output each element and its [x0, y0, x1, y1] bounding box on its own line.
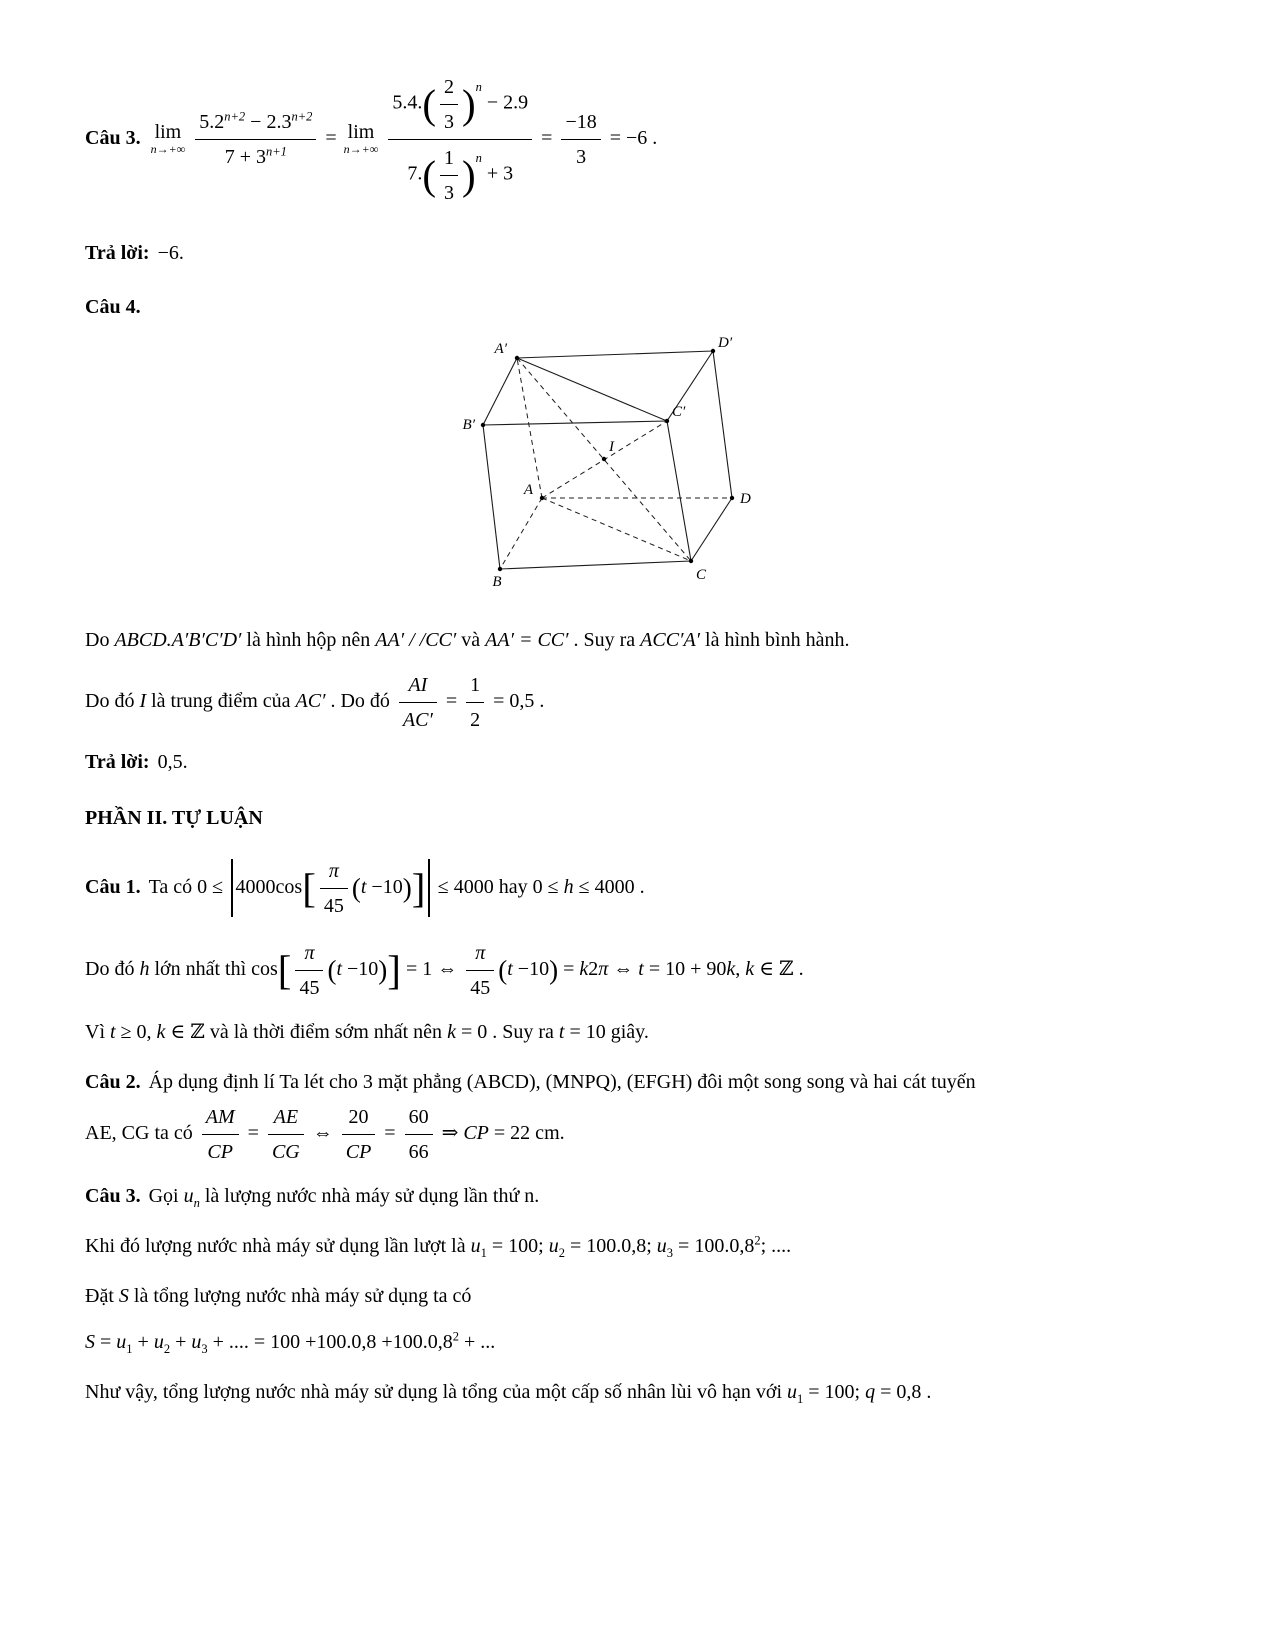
- part2-heading-row: [85, 803, 1195, 833]
- math-text: π: [475, 942, 486, 964]
- math-text: I: [139, 689, 147, 712]
- vertex-label-C: C: [696, 567, 707, 583]
- fraction-numerator: [440, 71, 458, 105]
- big-delimiter: ): [549, 954, 559, 985]
- math-text: ≥ 0,: [115, 1021, 157, 1043]
- math-text: =: [440, 689, 463, 712]
- math-text: + .... = 100 +100.0,8 +100.0,8: [207, 1331, 453, 1353]
- part2-cau1-line1-row: [85, 855, 1195, 921]
- fraction-denominator: [561, 140, 600, 172]
- math-text: 45: [470, 977, 491, 999]
- cau1-formula-2: [85, 942, 804, 999]
- math-text: ∈ ℤ và là thời điểm sớm nhất nên: [165, 1021, 448, 1043]
- math-text: Như vậy, tổng lượng nước nhà máy sử dụng là tổng của một cấp số nhân lùi vô hạn với: [85, 1381, 788, 1403]
- figure-container: [435, 328, 1195, 599]
- edge-A-B: [500, 498, 542, 569]
- math-text: 5.2: [199, 111, 225, 133]
- cau4-step2-text: [85, 674, 545, 731]
- fraction: [399, 669, 437, 735]
- big-delimiter: (: [498, 954, 508, 985]
- edge-A-Ap: [517, 358, 542, 498]
- fraction-numerator: [561, 106, 600, 140]
- cau2-label: Câu 2.: [85, 1071, 141, 1093]
- math-text: − 2.3: [245, 111, 292, 133]
- vertex-label-D: D: [740, 491, 751, 507]
- subscript: 3: [666, 1246, 674, 1260]
- limit-operator: [151, 122, 186, 156]
- math-text: k: [726, 957, 736, 980]
- math-text: lớn nhất thì cos: [149, 957, 278, 980]
- math-text: CP: [463, 1121, 489, 1144]
- math-text: S: [118, 1285, 129, 1307]
- math-text: =: [95, 1331, 117, 1353]
- math-text: 66: [408, 1141, 429, 1163]
- math-text: u: [191, 1331, 202, 1353]
- dot-Cp: [665, 419, 669, 423]
- math-text: t: [638, 957, 644, 980]
- math-text: và: [456, 629, 486, 651]
- math-text: AE: [273, 1106, 299, 1128]
- math-text: ABCD.A′B′C′D′: [114, 629, 242, 651]
- fraction: [440, 142, 458, 208]
- vertex-label-I: I: [609, 439, 614, 455]
- fraction: [388, 70, 532, 208]
- math-text: 4000cos: [235, 875, 303, 898]
- math-text: là trung điểm của: [146, 689, 296, 712]
- big-delimiter: (: [422, 151, 436, 198]
- big-delimiter: ): [378, 954, 388, 985]
- math-text: t: [507, 957, 513, 980]
- edge-C-Cp: [667, 421, 691, 561]
- math-text: 7.: [407, 162, 423, 185]
- fraction-denominator: [405, 1135, 433, 1167]
- math-text: Đặt: [85, 1285, 119, 1307]
- abs-value-bar: [231, 859, 232, 917]
- cau4-label-row: [85, 292, 1195, 322]
- fraction: [466, 669, 484, 735]
- fraction-numerator: [342, 1101, 376, 1135]
- edge-B-C: [500, 561, 691, 569]
- dot-B: [498, 567, 502, 571]
- math-text: là lượng nước nhà máy sử dụng lần thứ n.: [199, 1185, 540, 1207]
- fraction: [268, 1101, 304, 1167]
- fraction-numerator: [399, 669, 437, 703]
- math-text: 2: [443, 76, 454, 98]
- cau1-formula-1: [148, 860, 645, 917]
- cau4-step1-row: [85, 625, 1195, 655]
- fraction: [342, 1101, 376, 1167]
- math-text: =: [536, 126, 558, 149]
- math-text: 5.4.: [392, 91, 423, 114]
- math-text: −10: [366, 875, 403, 898]
- math-text: ⇒: [436, 1121, 464, 1144]
- cau3b-sum-intro: [85, 1285, 471, 1307]
- fraction-denominator: [295, 971, 323, 1003]
- superscript: n: [475, 80, 482, 95]
- math-text: 3: [443, 182, 454, 204]
- math-text: . Suy ra: [568, 629, 641, 651]
- math-text: ACC′A′: [640, 629, 701, 651]
- math-text: 2: [588, 957, 599, 980]
- math-text: = −6 .: [604, 126, 658, 149]
- vertex-label-B-prime: B′: [462, 417, 475, 433]
- subscript: 1: [480, 1246, 487, 1260]
- math-text: = 100.0,8: [673, 1235, 755, 1257]
- vertex-label-A-prime: A′: [494, 341, 507, 357]
- superscript: n+2: [224, 109, 246, 124]
- math-text: CG: [271, 1141, 300, 1163]
- math-text: u: [548, 1235, 559, 1257]
- math-text: u: [183, 1185, 194, 1207]
- math-text: = 0,8 .: [875, 1381, 932, 1403]
- fraction-denominator: [440, 105, 458, 137]
- fraction-numerator: [320, 855, 348, 889]
- math-text: π: [598, 957, 609, 980]
- fraction-denominator: [268, 1135, 304, 1167]
- math-text: u: [116, 1331, 127, 1353]
- subscript: 1: [797, 1392, 804, 1406]
- math-text: 2: [470, 709, 481, 731]
- fraction-denominator: [342, 1135, 376, 1167]
- fraction: [561, 106, 600, 172]
- math-text: AI: [408, 674, 428, 696]
- dot-I: [602, 457, 606, 461]
- math-text: 7 + 3: [224, 146, 266, 168]
- math-text: Gọi: [148, 1185, 184, 1207]
- math-text: t: [336, 957, 343, 980]
- math-text: AA′ = CC′: [485, 629, 569, 651]
- math-text: k: [579, 957, 589, 980]
- math-text: t: [360, 875, 367, 898]
- answer-label: Trả lời:: [85, 751, 150, 773]
- math-text: −10: [342, 957, 379, 980]
- superscript: 2: [754, 1233, 761, 1248]
- part2-title: PHẦN II. TỰ LUẬN: [85, 807, 263, 829]
- math-text: AA′ / /CC′: [375, 629, 457, 651]
- fraction-numerator: [202, 1101, 239, 1135]
- math-text: u: [787, 1381, 798, 1403]
- edge-Ap-Dp: [517, 351, 713, 358]
- math-text: t: [558, 1021, 565, 1043]
- math-text: AM: [205, 1106, 235, 1128]
- math-text: h: [139, 957, 150, 980]
- math-text: +: [170, 1331, 192, 1353]
- fraction: [466, 937, 494, 1003]
- dot-D: [730, 496, 734, 500]
- subscript: 1: [126, 1342, 133, 1356]
- math-text: = 0 . Suy ra: [455, 1021, 559, 1043]
- math-text: h: [563, 875, 574, 898]
- cau1-conclusion: [85, 1021, 649, 1043]
- big-delimiter: [: [302, 864, 316, 911]
- fraction-denominator: [320, 889, 348, 921]
- math-text: ⇔: [307, 1121, 338, 1144]
- limit-word: lim: [347, 120, 375, 143]
- superscript: n+1: [265, 144, 287, 159]
- vertex-label-B: B: [492, 574, 502, 590]
- math-text: = 22 cm.: [488, 1121, 565, 1144]
- math-text: =: [379, 1121, 401, 1144]
- parallelepiped-figure: [435, 328, 795, 593]
- math-text: = 100;: [803, 1381, 866, 1403]
- superscript: n+2: [291, 109, 313, 124]
- answer-value: 0,5.: [157, 751, 188, 773]
- edge-B-Bp: [483, 425, 500, 569]
- math-text: là tổng lượng nước nhà máy sử dụng ta có: [128, 1285, 472, 1307]
- cau2-formula: [85, 1106, 565, 1163]
- math-text: ≤ 4000 .: [573, 875, 645, 898]
- fraction: [320, 855, 348, 921]
- math-text: Vì: [85, 1021, 110, 1043]
- math-text: +: [132, 1331, 154, 1353]
- math-text: AE, CG ta có: [85, 1121, 198, 1144]
- fraction: [202, 1101, 239, 1167]
- vertex-label-A: A: [523, 482, 533, 498]
- math-text: u: [153, 1331, 164, 1353]
- math-text: =: [320, 126, 342, 149]
- math-text: =: [558, 957, 580, 980]
- math-text: 1: [470, 674, 481, 696]
- math-text: S: [85, 1331, 95, 1353]
- cau4-answer-row: [85, 747, 1195, 777]
- edge-C-D: [691, 498, 732, 561]
- math-text: + 3: [481, 162, 514, 185]
- fraction: [195, 106, 316, 172]
- diagonal-Ap-Cp: [517, 358, 667, 421]
- math-text: t: [110, 1021, 116, 1043]
- part2-cau2-line2-row: [85, 1101, 1195, 1167]
- subscript: 2: [558, 1246, 565, 1260]
- part2-cau3-line5-row: [85, 1377, 1195, 1407]
- edge-Ap-Bp: [483, 358, 517, 425]
- cau3-solution-row: [85, 70, 1195, 208]
- fraction-denominator: [440, 176, 458, 208]
- math-text: ≤ 4000 hay 0 ≤: [432, 875, 564, 898]
- fraction-denominator: [195, 140, 316, 172]
- cau3-answer-row: [85, 238, 1195, 268]
- math-text: + ...: [458, 1331, 496, 1353]
- math-text: 45: [323, 895, 344, 917]
- superscript: n: [475, 151, 482, 166]
- cau3b-conclusion: [85, 1381, 932, 1406]
- big-delimiter: (: [351, 872, 361, 903]
- dot-A: [540, 496, 544, 500]
- math-text: 3: [443, 111, 454, 133]
- part2-cau3-line2-row: [85, 1231, 1195, 1261]
- subscript: 3: [201, 1342, 208, 1356]
- math-text: ∈ ℤ .: [754, 957, 804, 980]
- math-text: = 0,5 .: [488, 689, 545, 712]
- big-delimiter: ]: [411, 864, 426, 911]
- dot-C: [689, 559, 693, 563]
- math-text: −18: [565, 111, 597, 133]
- math-text: Do: [85, 629, 115, 651]
- math-text: Ta có 0 ≤: [148, 875, 229, 898]
- part2-cau3-line4-row: [85, 1327, 1195, 1357]
- math-text: ; ....: [760, 1235, 792, 1257]
- part2-cau1-line2-row: [85, 937, 1195, 1003]
- fraction: [405, 1101, 433, 1167]
- math-text: = 1 ⇔: [400, 957, 463, 980]
- part2-cau1-line3-row: [85, 1017, 1195, 1047]
- fraction-numerator: [268, 1101, 304, 1135]
- big-delimiter: ]: [387, 946, 401, 993]
- math-text: = 10 giây.: [564, 1021, 649, 1043]
- math-text: − 2.9: [481, 91, 529, 114]
- cau4-label: Câu 4.: [85, 296, 141, 318]
- math-text: u: [470, 1235, 481, 1257]
- math-text: Do đó: [85, 689, 140, 712]
- cau3b-sum-formula: [85, 1329, 496, 1356]
- limit-subscript: n→+∞: [150, 141, 186, 156]
- math-text: CP: [207, 1141, 233, 1163]
- limit-operator: [344, 122, 379, 156]
- math-text: k: [156, 1021, 166, 1043]
- dot-Ap: [515, 356, 519, 360]
- math-text: k: [447, 1021, 456, 1043]
- cau3b-intro: [148, 1185, 540, 1210]
- fraction-denominator: [399, 703, 437, 735]
- dot-Bp: [481, 423, 485, 427]
- fraction-denominator: [466, 703, 484, 735]
- fraction-numerator: [405, 1101, 433, 1135]
- part2-cau3-line1-row: [85, 1181, 1195, 1211]
- fraction: [440, 71, 458, 137]
- math-text: 60: [408, 1106, 429, 1128]
- math-text: AC′: [402, 709, 433, 731]
- fraction-numerator: [466, 937, 494, 971]
- cau4-step2-row: [85, 669, 1195, 735]
- fraction-denominator: [388, 140, 532, 208]
- subscript: 2: [163, 1342, 171, 1356]
- math-text: CP: [345, 1141, 372, 1163]
- superscript: 2: [452, 1329, 459, 1344]
- diagonal-A-C: [542, 498, 691, 561]
- big-delimiter: ): [402, 872, 412, 903]
- math-text: ⇔: [608, 957, 639, 980]
- dot-Dp: [711, 349, 715, 353]
- math-text: 45: [299, 977, 320, 999]
- math-text: Khi đó lượng nước nhà máy sử dụng lần lượt là: [85, 1235, 471, 1257]
- math-text: 1: [443, 147, 454, 169]
- big-delimiter: ): [461, 151, 476, 198]
- cau4-step1-text: [85, 629, 849, 651]
- fraction-numerator: [295, 937, 323, 971]
- cau2-text: Áp dụng định lí Ta lét cho 3 mặt phẳng (ABCD), (MNPQ), (EFGH) đôi một song song và hai cát tuyến: [148, 1071, 976, 1093]
- math-text: = 100;: [486, 1235, 549, 1257]
- hidden-edges-and-diagonals: [500, 358, 732, 569]
- answer-value: −6.: [157, 242, 184, 264]
- cau3-label: Câu 3.: [85, 126, 141, 149]
- math-text: = 100.0,8;: [564, 1235, 657, 1257]
- big-delimiter: [: [277, 946, 292, 993]
- fraction-denominator: [202, 1135, 239, 1167]
- abs-value-bar: [428, 859, 429, 917]
- part2-cau2-line1-row: [85, 1067, 1195, 1097]
- cau3b-sequence: [85, 1233, 792, 1260]
- big-delimiter: (: [327, 954, 337, 985]
- fraction-numerator: [466, 669, 484, 703]
- math-text: ,: [735, 957, 746, 980]
- math-text: = 10 + 90: [643, 957, 727, 980]
- fraction-denominator: [466, 971, 494, 1003]
- subscript: n: [193, 1196, 200, 1210]
- math-text: AC′: [295, 689, 326, 712]
- math-text: π: [304, 942, 315, 964]
- math-text: =: [242, 1121, 264, 1144]
- fraction-numerator: [195, 106, 316, 140]
- fraction: [295, 937, 323, 1003]
- math-text: . Do đó: [325, 689, 395, 712]
- vertex-label-C-prime: C′: [672, 404, 686, 420]
- math-text: Do đó: [85, 957, 140, 980]
- answer-label: Trả lời:: [85, 242, 150, 264]
- edge-Bp-Cp: [483, 421, 667, 425]
- math-text: π: [328, 860, 339, 882]
- fraction-numerator: [440, 142, 458, 176]
- cau3-formula: [149, 76, 658, 204]
- fraction-numerator: [388, 70, 532, 140]
- big-delimiter: (: [422, 80, 436, 127]
- math-text: q: [865, 1381, 876, 1403]
- limit-word: lim: [154, 120, 182, 143]
- math-text: −10: [512, 957, 550, 980]
- math-text: 3: [576, 146, 587, 168]
- cau1-label: Câu 1.: [85, 875, 141, 898]
- limit-subscript: n→+∞: [343, 141, 379, 156]
- big-delimiter: ): [461, 80, 476, 127]
- solid-edges: [483, 351, 732, 569]
- math-text: k: [745, 957, 755, 980]
- part2-cau3-line3-row: [85, 1281, 1195, 1311]
- cau3b-label: Câu 3.: [85, 1185, 141, 1207]
- math-text: 20: [348, 1106, 369, 1128]
- math-text: u: [656, 1235, 667, 1257]
- math-text: là hình hộp nên: [241, 629, 376, 651]
- edge-D-Dp: [713, 351, 732, 498]
- math-text: là hình bình hành.: [700, 629, 850, 651]
- vertex-label-D-prime: D′: [718, 335, 733, 351]
